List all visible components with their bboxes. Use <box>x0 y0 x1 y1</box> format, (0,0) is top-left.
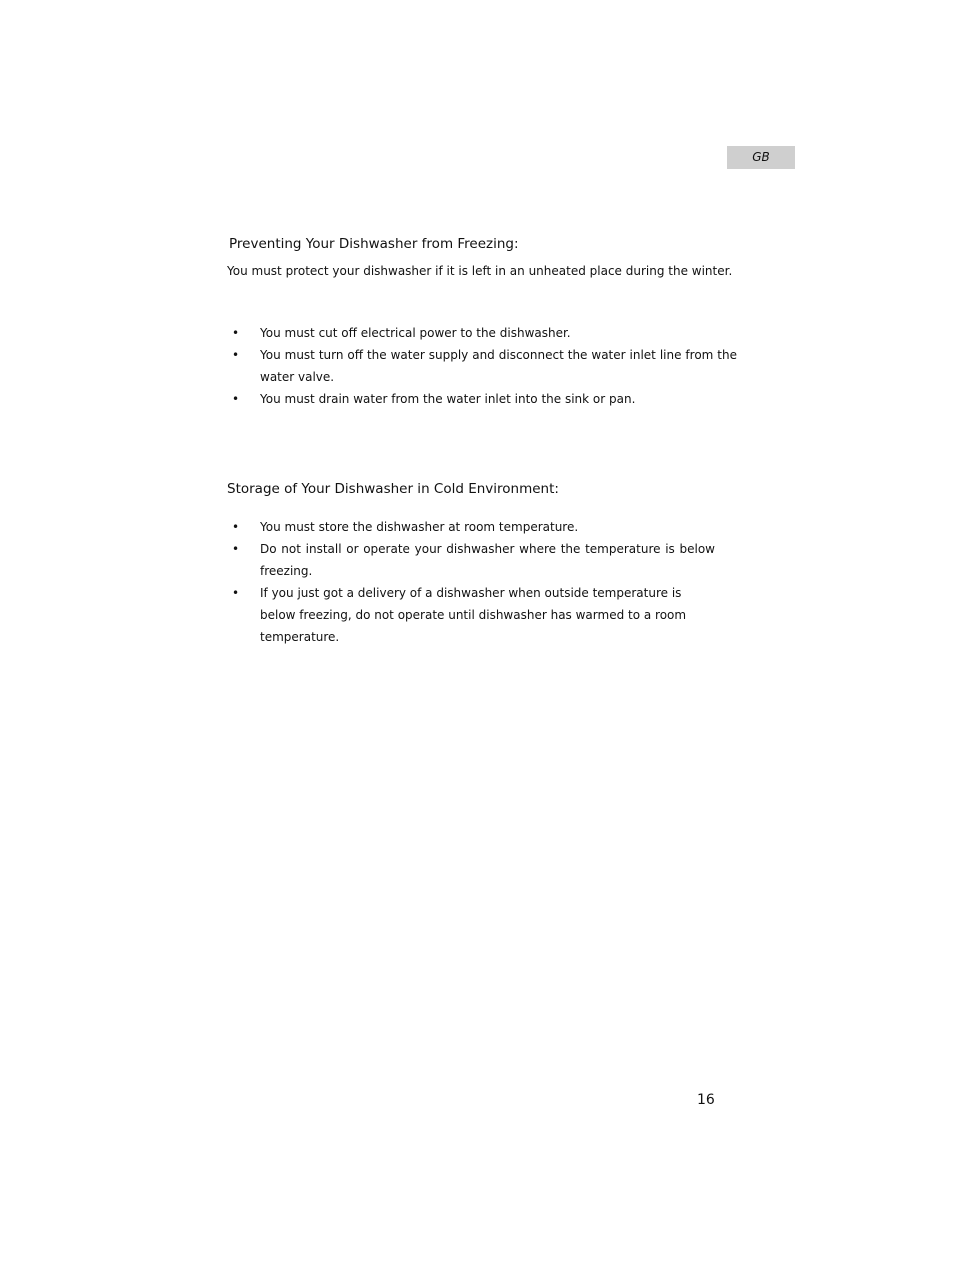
bullet-icon: • <box>232 392 240 406</box>
list-item-text: You must cut off electrical power to the dishwasher. <box>260 326 571 340</box>
bullet-icon: • <box>232 326 240 340</box>
page-number: 16 <box>697 1092 715 1108</box>
list-item-text: You must turn off the water supply and disconnect the water inlet line from the water valve. <box>260 348 737 384</box>
storage-section-heading: Storage of Your Dishwasher in Cold Environment: <box>227 481 559 497</box>
list-item <box>227 516 715 538</box>
bullet-icon: • <box>232 586 240 600</box>
language-badge: GB <box>727 146 795 169</box>
freezing-section-heading: Preventing Your Dishwasher from Freezing: <box>229 236 519 252</box>
list-item <box>227 388 737 410</box>
list-item-text: You must drain water from the water inlet into the sink or pan. <box>260 392 636 406</box>
storage-bullet-list <box>227 516 715 648</box>
list-item-text: You must store the dishwasher at room temperature. <box>260 520 579 534</box>
bullet-icon: • <box>232 542 240 556</box>
bullet-icon: • <box>232 348 240 362</box>
list-item <box>227 538 715 582</box>
freezing-bullet-list <box>227 322 737 410</box>
list-item <box>227 344 737 388</box>
list-item-text: Do not install or operate your dishwasher where the temperature is below freezing. <box>260 542 715 578</box>
freezing-section-intro: You must protect your dishwasher if it is left in an unheated place during the winter. <box>227 264 733 278</box>
list-item <box>227 322 737 344</box>
bullet-icon: • <box>232 520 240 534</box>
list-item-text: If you just got a delivery of a dishwasher when outside temperature is below freezing, do not operate until dishwasher has warmed to a room temperature. <box>260 586 687 644</box>
list-item <box>227 582 715 648</box>
